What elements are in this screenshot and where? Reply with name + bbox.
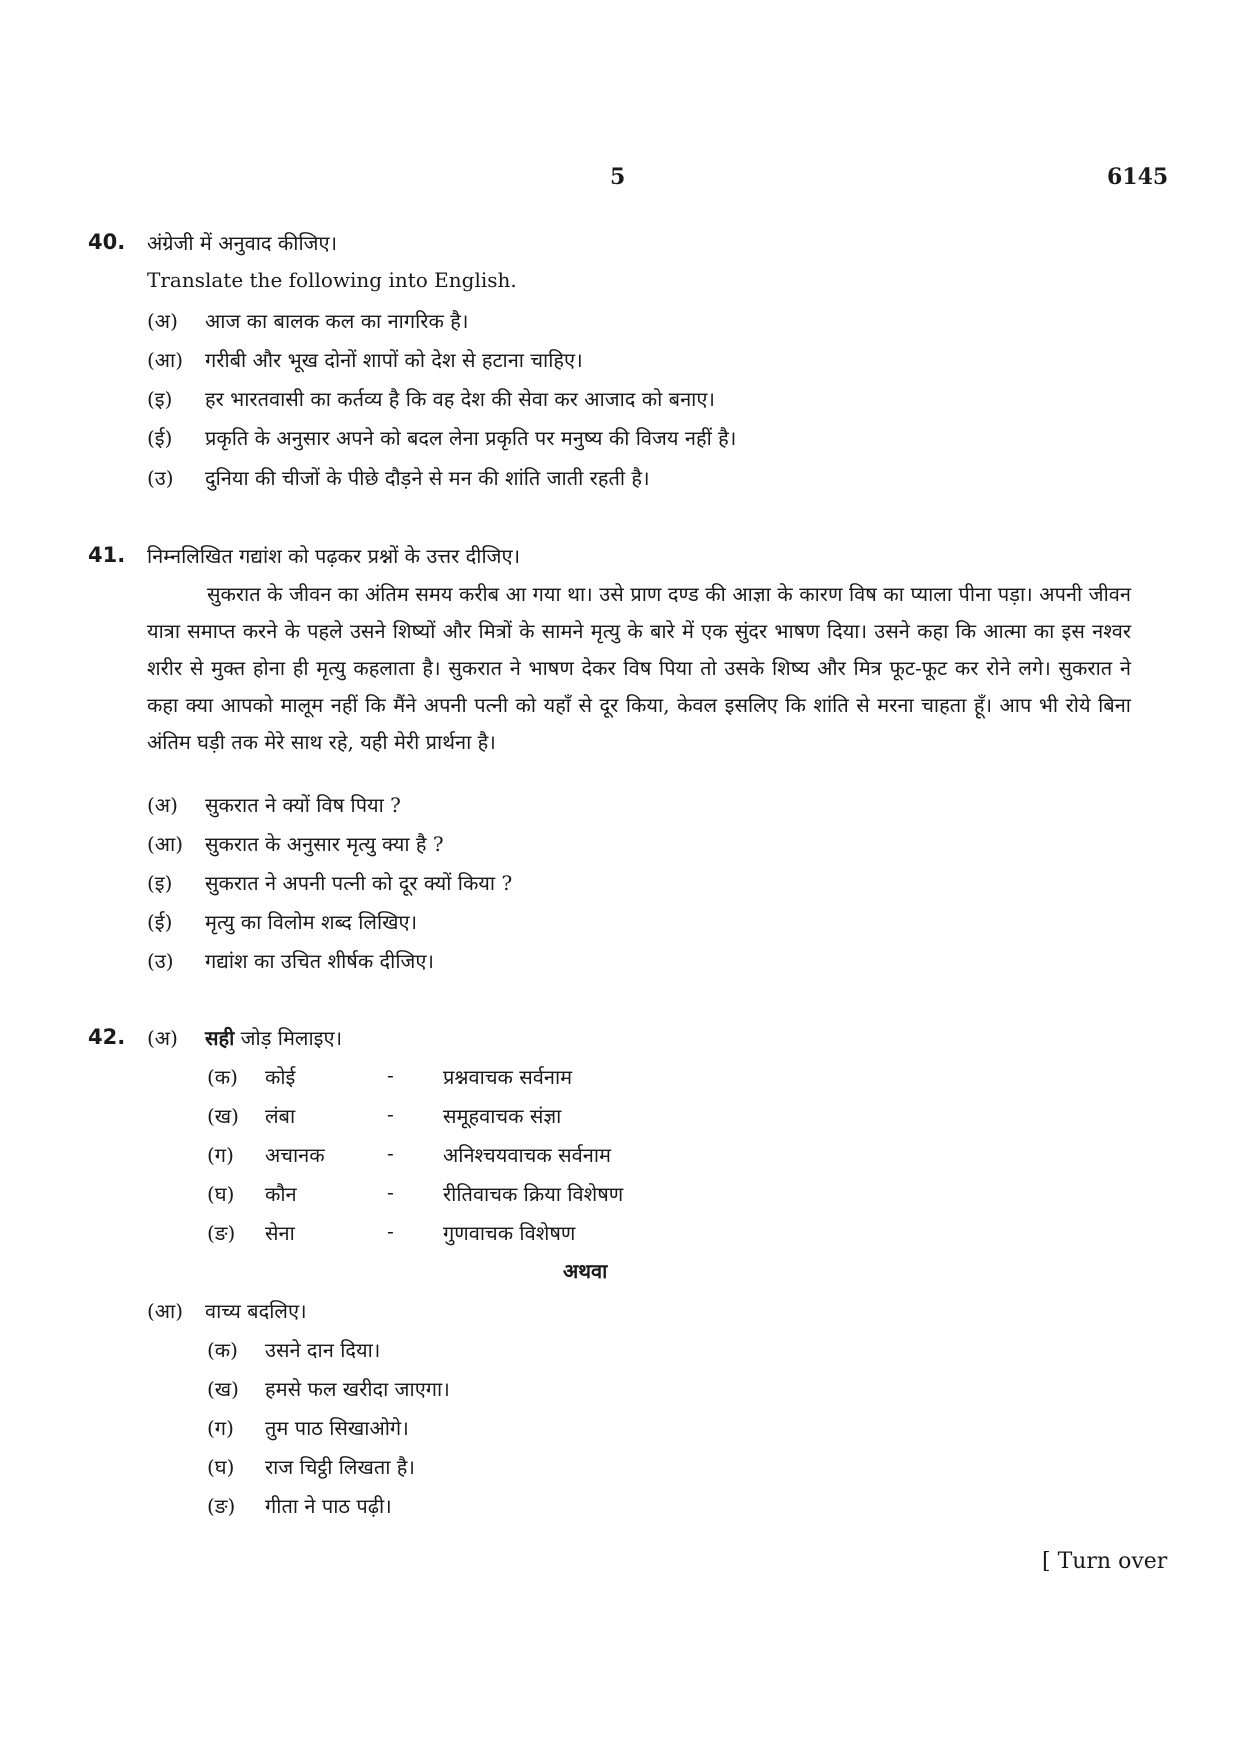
q40-item [147,424,736,451]
option-label: (ङ) [207,1494,236,1518]
paper-code: 6145 [1107,164,1169,190]
option-label: (अ) [147,1026,178,1050]
question-number-41: 41. [88,543,126,567]
option-text: राज चिट्ठी लिखता है। [265,1455,415,1479]
voice-item [207,1492,392,1519]
option-label: (ग) [207,1416,234,1440]
q40-item [147,307,468,334]
match-term: कोई [265,1065,296,1089]
option-text: सुकरात ने अपनी पत्नी को दूर क्यों किया ? [205,871,513,895]
match-term: अचानक [265,1143,325,1167]
match-label: (घ) [207,1182,235,1206]
q40-instruction-hindi: अंग्रेजी में अनुवाद कीजिए। [147,231,338,255]
option-text: प्रकृति के अनुसार अपने को बदल लेना प्रकृति पर मनुष्य की विजय नहीं है। [205,426,737,450]
option-text: सुकरात के अनुसार मृत्यु क्या है ? [205,832,444,856]
q40-item [147,464,650,491]
q40-instruction-english: Translate the following into English. [147,268,517,292]
instruction-text: जोड़ मिलाइए। [234,1026,343,1050]
q41-question [147,869,512,896]
q41-question [147,908,417,935]
voice-item [207,1336,380,1363]
option-label: (इ) [147,871,173,895]
match-label: (ग) [207,1143,234,1167]
option-label: (ख) [207,1377,239,1401]
match-label: (ख) [207,1104,239,1128]
q40-item [147,346,583,373]
option-text: दुनिया की चीजों के पीछे दौड़ने से मन की शांति जाती रहती है। [205,466,650,490]
voice-item [207,1375,450,1402]
option-text: गीता ने पाठ पढ़ी। [265,1494,392,1518]
option-text: तुम पाठ सिखाओगे। [265,1416,409,1440]
turn-over-note: [ Turn over [1042,1549,1168,1574]
option-label: (उ) [147,466,174,490]
option-text: हर भारतवासी का कर्तव्य है कि वह देश की सेवा कर आजाद को बनाए। [205,387,715,411]
q41-passage: सुकरात के जीवन का अंतिम समय करीब आ गया था। उसे प्राण दण्ड की आज्ञा के कारण विष का प्याला पीना पड़ा। अपनी जीवन यात्रा समाप्त करने के पहले उसने शिष्यों और मित्रों के सामने मृत्यु के बारे में एक सुंदर भाषण दिया। उसने कहा कि आत्मा का इस नश्वर शरीर से मुक्त होना ही मृत्यु कहलाता है। सुकरात ने भाषण देकर विष पिया तो उसके शिष्य और मित्र फूट-फूट कर रोने लगे। सुकरात ने कहा क्या आपको मालूम नहीं कि मैंने अपनी पत्नी को यहाँ से दूर किया, केवल इसलिए कि शांति से मरना चाहता हूँ। आप भी रोये बिना अंतिम घड़ी तक मेरे साथ रहे, यही मेरी प्रार्थना है। [147,582,1131,754]
q42-part-b-heading [147,1297,307,1324]
q42-part-a-heading [147,1024,342,1051]
emphasis-word: सही [205,1026,235,1050]
instruction-text: वाच्य बदलिए। [205,1299,307,1323]
match-label: (ङ) [207,1221,236,1245]
voice-item [207,1414,409,1441]
match-label: (क) [207,1065,238,1089]
match-term: लंबा [265,1104,296,1128]
q40-item [147,385,715,412]
question-number-40: 40. [88,230,126,254]
q41-instruction: निम्नलिखित गद्यांश को पढ़कर प्रश्नों के उत्तर दीजिए। [147,544,521,568]
option-text: मृत्यु का विलोम शब्द लिखिए। [205,910,418,934]
option-label: (अ) [147,309,178,333]
voice-item [207,1453,415,1480]
option-label: (आ) [147,1299,184,1323]
match-dash: - [387,1180,394,1204]
q41-question [147,947,434,974]
match-dash: - [387,1219,394,1243]
match-meaning: अनिश्चयवाचक सर्वनाम [443,1143,611,1167]
option-text: आज का बालक कल का नागरिक है। [205,309,469,333]
match-meaning: गुणवाचक विशेषण [443,1221,576,1245]
match-meaning: प्रश्नवाचक सर्वनाम [443,1065,573,1089]
q41-question [147,830,444,857]
match-dash: - [387,1063,394,1087]
option-label: (घ) [207,1455,235,1479]
option-text: गद्यांश का उचित शीर्षक दीजिए। [205,949,435,973]
page-number: 5 [610,164,626,190]
q41-question [147,791,401,818]
option-text: उसने दान दिया। [265,1338,381,1362]
option-label: (उ) [147,949,174,973]
match-meaning: रीतिवाचक क्रिया विशेषण [443,1182,624,1206]
question-number-42: 42. [88,1025,126,1049]
option-label: (अ) [147,793,178,817]
option-text: सुकरात ने क्यों विष पिया ? [205,793,401,817]
option-label: (क) [207,1338,238,1362]
option-text: गरीबी और भूख दोनों शापों को देश से हटाना चाहिए। [205,348,583,372]
match-dash: - [387,1141,394,1165]
option-label: (ई) [147,426,173,450]
match-term: कौन [265,1182,297,1206]
or-divider: अथवा [563,1259,608,1283]
option-label: (इ) [147,387,173,411]
match-meaning: समूहवाचक संज्ञा [443,1104,562,1128]
option-label: (आ) [147,832,184,856]
match-term: सेना [265,1221,295,1245]
option-label: (ई) [147,910,173,934]
match-dash: - [387,1102,394,1126]
option-text: हमसे फल खरीदा जाएगा। [265,1377,450,1401]
option-label: (आ) [147,348,184,372]
